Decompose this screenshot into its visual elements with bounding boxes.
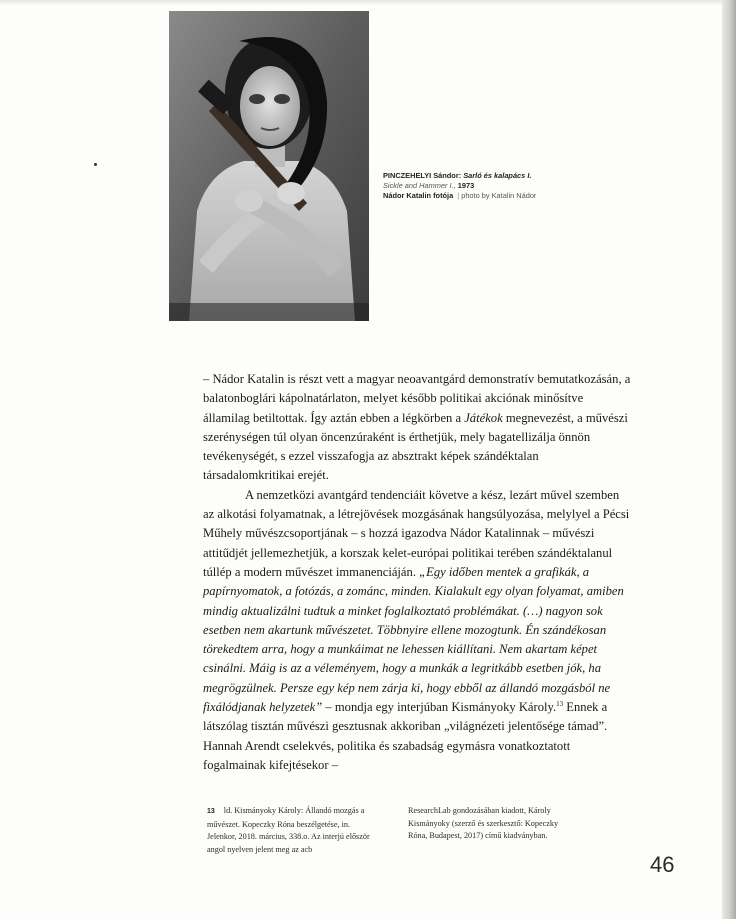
footnote-text-right: ResearchLab gondozásában kiadott, Károly Kismányoky (szerző és szerkesztő: Kopeczky Róna, Budapest, 2017) című kiadványban.: [408, 806, 559, 841]
footnote-reference[interactable]: 13: [556, 699, 564, 708]
caption-line-english: [383, 181, 613, 191]
photo-caption: [383, 171, 613, 201]
paragraph-2-end: Ennek a látszólag tisztán művészi gesztusnak akkoriban „világnézeti jelentősége támad”. Hannah Arendt cselekvés, politika és szabadság egymásra vonatkoztatott fogalmainak kifejtésekor –: [203, 700, 608, 772]
paragraph-2-text: A nemzetközi avantgárd tendenciáit követve a kész, lezárt művel szemben az alkotási folyamatnak, a létrejövések mozgásának hangsúlyozása, melylyel a Pécsi Műhely művészcsoportjának – s hozzá igazodva Nádor Katalinnak – művészi attitűdjét jellemezhetjük, a korszak kelet-európai politikai terében szándéktalanul túllép a modern művészet immanenciáján.: [203, 487, 630, 579]
left-hand: [277, 182, 305, 204]
footnote-13-right-column: [408, 805, 578, 843]
paragraph-2-attribution: – mondja egy interjúban Kismányoky Károly.: [322, 700, 557, 715]
paragraph-1: [203, 370, 633, 486]
footnote-number: 13: [207, 808, 215, 815]
caption-credit-hu: Nádor Katalin fotója: [383, 191, 454, 200]
caption-year: 1973: [457, 181, 475, 190]
caption-title-en: Sickle and Hammer I.,: [383, 181, 456, 190]
paragraph-2: [203, 486, 633, 775]
lower-shadow: [169, 303, 369, 321]
right-hand: [235, 190, 263, 212]
paragraph-1-text: – Nádor Katalin is részt vett a magyar neoavantgárd demonstratív bemutatkozásán, a balatonboglári kápolnatárlaton, melyet később politikai akciónak minősítve államilag betiltottak. Így aztán ebben a légkörben a: [203, 372, 631, 425]
dust-speck: [94, 163, 97, 166]
main-text: [203, 370, 633, 775]
caption-line-title: [383, 171, 613, 181]
paragraph-2-quote: „Egy időben mentek a grafikák, a papírnyomatok, a fotózás, a zománc, minden. Kialakult egy olyan folyamat, amiben mindig aktualizálni tudtuk a minket foglalkoztató problémákat. (…) nagyon sok esetben nem akartunk művészetet. Többnyire ellene mozogtunk. Én szándékosan törekedtem arra, hogy a munkáimat ne lehessen kiállítani. Nem akartam képet csinálni. Máig is az a véleményem, hogy a munkák a legritkább esetben jók, ha megrögzülnek. Persze egy kép nem zárja ki, hogy ebből az állandó mozgásból ne fixálódjanak helyzetek”: [203, 564, 624, 715]
face: [240, 66, 300, 146]
shirt: [189, 161, 355, 321]
paragraph-1-end: megnevezést, a művészi szerénységen túl olyan öncenzúraként is érthetjük, mely bagatellizálja önnön tevékenységét, s ezzel visszafogja az absztrakt képek szándéktalan társadalomkritikai erejét.: [203, 410, 628, 483]
caption-credit-en: photo by Katalin Nádor: [461, 191, 537, 200]
caption-line-credit: [383, 191, 613, 201]
left-eye: [249, 94, 265, 104]
sickle-hammer-photo: [169, 11, 369, 321]
photo-drawing: [169, 11, 369, 321]
footnote-13-left-column: [207, 805, 379, 856]
caption-separator: |: [457, 191, 460, 200]
scan-edge-right: [722, 0, 736, 919]
right-eye: [274, 94, 290, 104]
footnote-text-left: ld. Kismányoky Károly: Állandó mozgás a művészet. Kopeczky Róna beszélgetése, in. Jelenkor, 2018. március, 338.o. Az interjú először angol nyelven jelent meg az acb: [207, 806, 370, 854]
scan-edge-top: [0, 0, 736, 6]
caption-title-hu: Sarló és kalapács I.: [463, 171, 532, 180]
page-number: 46: [650, 852, 675, 877]
paragraph-1-emphasis: Játékok: [464, 410, 503, 425]
caption-artist: PINCZEHELYI Sándor:: [383, 171, 462, 180]
